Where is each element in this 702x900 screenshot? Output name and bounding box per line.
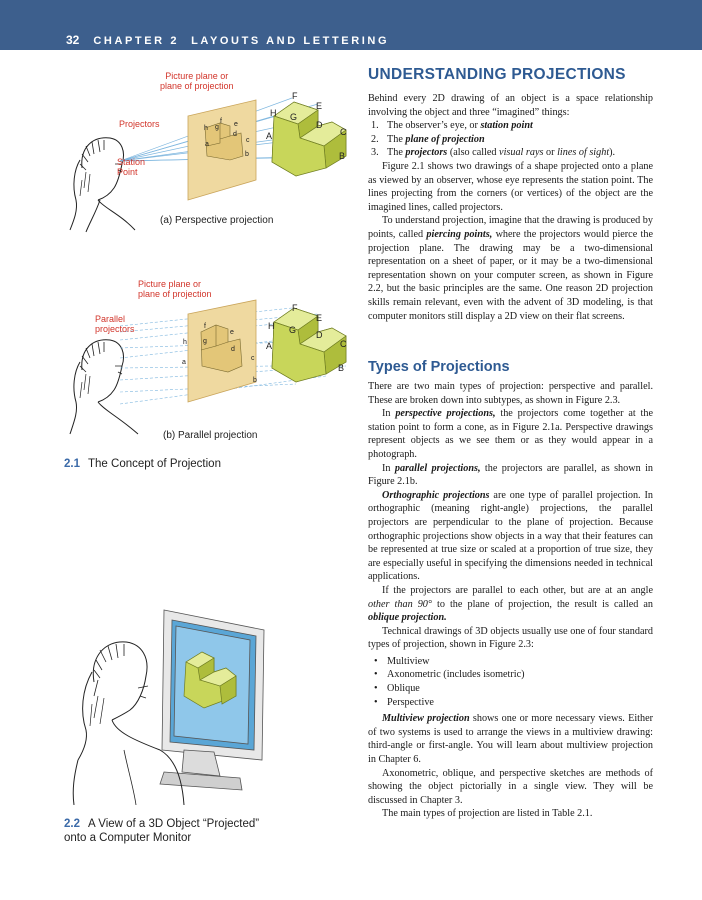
vertex-d-b: d [231, 346, 235, 353]
paragraph-piercing-points: To understand projection, imagine that the drawing is produced by points, called piercing points, where the projectors would pierce the projection plane. The drawing may be a two-dimensional representation on a sheet of paper, or it may be a two-dimensional representation shown on your computer screen, as shown in Figure 2.2, but the basic principles are the same. One reason 2D projection skills remain relevant, even with the advent of 3D modeling, is that computer monitors still display a 2D view on their flat screens. [368, 215, 653, 322]
vertex-g-a: g [215, 124, 219, 131]
vertex-g-b: g [203, 338, 207, 345]
paragraph-table-ref: The main types of projection are listed in Table 2.1. [382, 808, 593, 820]
vertex-d-a: d [233, 131, 237, 138]
imagined-things-list [368, 119, 653, 160]
vertex-F-b: F [292, 303, 298, 313]
vertex-b-a: b [245, 151, 249, 158]
object-block-a [272, 102, 346, 176]
vertex-A-a: A [266, 131, 273, 141]
vertex-H-b: H [268, 321, 275, 331]
vertex-A-b: A [266, 341, 273, 351]
vertex-h-a: h [204, 125, 208, 132]
vertex-f-b: f [204, 323, 206, 330]
caption-perspective-projection: (a) Perspective projection [160, 215, 274, 226]
vertex-G-a: G [290, 112, 298, 122]
paragraph-parallel: In parallel projections, the projectors are parallel, as shown in Figure 2.1b. [368, 462, 653, 488]
subsection-heading: Types of Projections [368, 359, 510, 375]
label-picture-plane-a: Picture plane or plane of projection [160, 71, 234, 91]
vertex-D-a: D [316, 120, 323, 130]
vertex-h-b: h [183, 339, 187, 346]
paragraph-figure-2-1: Figure 2.1 shows two drawings of a shape projected onto a plane as viewed by an observer, whose eye represents the station point. The lines projecting from the corners (or vertices) of the object are the imagined lines, called projectors. [368, 160, 653, 213]
list-item: • Perspective [374, 696, 434, 708]
vertex-c-a: c [246, 137, 250, 144]
paragraph-oblique: If the projectors are parallel to each other, but are at an angle other than 90° to the plane of projection, the result is called an oblique projection. [368, 584, 653, 624]
caption-parallel-projection: (b) Parallel projection [163, 430, 258, 441]
list-item: • Axonometric (includes isometric) [374, 669, 525, 681]
figure-caption-2-2: 2.2 A View of a 3D Object “Projected” onto a Computer Monitor [64, 818, 260, 844]
chapter-header-bar [0, 0, 702, 50]
vertex-F-a: F [292, 91, 298, 101]
vertex-B-b: B [338, 363, 345, 373]
figure-parallel-projection [60, 262, 365, 442]
paragraph-four-types: Technical drawings of 3D objects usually use one of four standard types of projection, shown in Figure 2.3: [368, 625, 653, 651]
vertex-e-a: e [234, 121, 238, 128]
paragraph-orthographic: Orthographic projections are one type of parallel projection. In orthographic (meaning right-angle) projections, the parallel projectors are perpendicular to the plane of projection. Because orthographic projections show objects in a way that their features can be represented at true size or scaled at a proportion of true size, they are especially useful in specifying the dimensions needed in technical applications. [368, 489, 653, 583]
paragraph-perspective: In perspective projections, the projectors come together at the station point to form a cone, as in Figure 2.1a. Perspective drawings represent objects as we see them or as they would appear in a photograph. [368, 408, 653, 460]
vertex-f-a: f [220, 118, 222, 125]
vertex-G-b: G [289, 325, 297, 335]
vertex-e-b: e [230, 329, 234, 336]
paragraph-multiview: Multiview projection shows one or more necessary views. Either of two systems is used to arrange the views in a multiview drawing: third-angle or first-angle. You will learn about multiview projection in Chapter 6. [368, 713, 653, 766]
observer-head-b [70, 340, 138, 434]
paragraph-pictorial: Axonometric, oblique, and perspective sketches are methods of showing the object pictorially in a single view. They will be discussed in Chapter 3. [368, 767, 653, 806]
intro-paragraph: Behind every 2D drawing of an object is a space relationship involving the object and three “imagined” things: [368, 93, 653, 118]
vertex-a-b: a [182, 359, 186, 366]
chapter-label: CHAPTER 2 [93, 35, 180, 47]
chapter-title: LAYOUTS AND LETTERING [191, 35, 390, 47]
object-block-b [272, 308, 346, 382]
list-item: • Oblique [374, 683, 420, 695]
list-item: 3. The projectors (also called visual rays or lines of sight). [371, 147, 616, 159]
section-heading: UNDERSTANDING PROJECTIONS [368, 66, 626, 83]
figure-monitor-view [64, 600, 284, 805]
vertex-H-a: H [270, 108, 277, 118]
types-block [368, 380, 653, 821]
running-head [66, 33, 389, 47]
intro-block [368, 92, 653, 323]
label-projectors-a: Projectors [119, 119, 160, 129]
list-item: 2. The plane of projection [371, 133, 485, 145]
page-number: 32 [66, 33, 80, 47]
label-station-point: Station Point [117, 157, 146, 177]
label-parallel-projectors: Parallel projectors [95, 314, 135, 334]
list-item: 1. The observer’s eye, or station point [371, 120, 533, 132]
list-item: • Multiview [374, 655, 430, 667]
figure-caption-2-1: 2.1 The Concept of Projection [64, 458, 221, 470]
paragraph-types: There are two main types of projection: perspective and parallel. These are broken down into subtypes, as shown in Figure 2.3. [368, 381, 653, 406]
vertex-C-b: C [340, 339, 347, 349]
vertex-C-a: C [340, 127, 347, 137]
vertex-b-b: b [253, 377, 257, 384]
vertex-c-b: c [251, 355, 255, 362]
projection-types-list [368, 655, 653, 709]
vertex-D-b: D [316, 330, 323, 340]
vertex-a-a: a [205, 141, 209, 148]
vertex-E-a: E [316, 101, 323, 111]
observer-head-a [70, 138, 135, 232]
vertex-E-b: E [316, 313, 323, 323]
vertex-B-a: B [339, 151, 346, 161]
label-picture-plane-b: Picture plane or plane of projection [138, 279, 212, 299]
